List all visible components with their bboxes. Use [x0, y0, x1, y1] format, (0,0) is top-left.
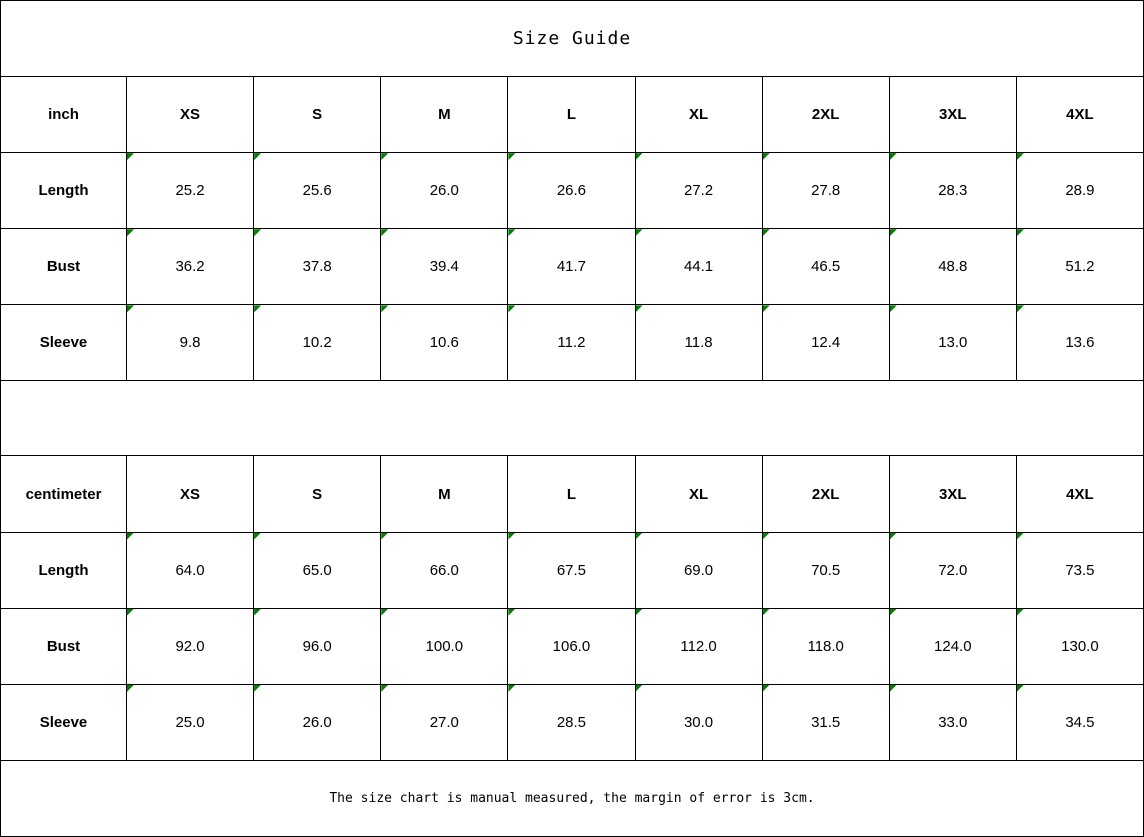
size-value-cell — [127, 532, 254, 608]
size-value-cell — [254, 229, 381, 305]
size-value-cell — [254, 532, 381, 608]
size-value-cell — [762, 684, 889, 760]
size-value-cell — [889, 532, 1016, 608]
size-value-cell — [381, 229, 508, 305]
size-value: 72.0 — [938, 561, 968, 579]
green-triangle-icon — [763, 533, 770, 540]
green-triangle-icon — [1017, 533, 1024, 540]
green-triangle-icon — [890, 305, 897, 312]
size-value: 66.0 — [429, 561, 459, 579]
size-value-cell — [1016, 229, 1143, 305]
size-value: 10.2 — [302, 334, 332, 352]
centimeter-header-row — [1, 456, 1144, 532]
size-value: 25.6 — [302, 182, 332, 200]
green-triangle-icon — [127, 533, 134, 540]
size-value-cell — [635, 532, 762, 608]
size-col-header: XS — [127, 456, 254, 532]
page-title: Size Guide — [1, 1, 1144, 77]
size-value: 28.9 — [1065, 182, 1095, 200]
size-value: 65.0 — [302, 561, 332, 579]
row-label: Bust — [1, 229, 127, 305]
green-triangle-icon — [1017, 685, 1024, 692]
green-triangle-icon — [1017, 153, 1024, 160]
green-triangle-icon — [636, 305, 643, 312]
size-value: 92.0 — [175, 637, 205, 655]
size-value: 39.4 — [429, 258, 459, 276]
green-triangle-icon — [890, 609, 897, 616]
green-triangle-icon — [890, 229, 897, 236]
inch-header-row — [1, 77, 1144, 153]
size-value: 34.5 — [1065, 713, 1095, 731]
cm-bust-row — [1, 608, 1144, 684]
row-label: Length — [1, 153, 127, 229]
green-triangle-icon — [254, 153, 261, 160]
size-value: 27.8 — [811, 182, 841, 200]
size-value-cell — [889, 684, 1016, 760]
size-value-cell — [381, 305, 508, 381]
size-value-cell — [508, 684, 635, 760]
size-value: 124.0 — [934, 637, 972, 655]
size-value-cell — [508, 229, 635, 305]
green-triangle-icon — [1017, 609, 1024, 616]
size-value: 9.8 — [179, 334, 201, 352]
size-value: 100.0 — [425, 637, 464, 655]
cm-length-row — [1, 532, 1144, 608]
size-value: 28.5 — [556, 713, 587, 731]
size-value: 118.0 — [807, 637, 844, 655]
size-value-cell — [508, 532, 635, 608]
size-value-cell — [889, 608, 1016, 684]
size-col-header: 3XL — [889, 456, 1016, 532]
green-triangle-icon — [254, 685, 261, 692]
green-triangle-icon — [1017, 305, 1024, 312]
size-value-cell — [635, 153, 762, 229]
size-value-cell — [1016, 305, 1143, 381]
size-value-cell — [762, 608, 889, 684]
green-triangle-icon — [508, 609, 515, 616]
green-triangle-icon — [636, 229, 643, 236]
green-triangle-icon — [381, 153, 388, 160]
size-value: 64.0 — [175, 561, 205, 579]
green-triangle-icon — [508, 229, 515, 236]
green-triangle-icon — [381, 533, 388, 540]
size-value: 11.2 — [557, 334, 586, 352]
size-value-cell — [889, 153, 1016, 229]
size-value-cell — [508, 608, 635, 684]
green-triangle-icon — [636, 685, 643, 692]
size-value: 130.0 — [1061, 637, 1099, 655]
size-value-cell — [1016, 608, 1143, 684]
size-value-cell — [762, 305, 889, 381]
row-label: Length — [1, 532, 127, 608]
size-col-header: 3XL — [889, 77, 1016, 153]
inch-length-row — [1, 153, 1144, 229]
size-value-cell — [254, 305, 381, 381]
size-value: 11.8 — [684, 334, 713, 352]
size-value: 25.2 — [175, 182, 205, 200]
size-value: 51.2 — [1065, 258, 1095, 276]
size-value-cell — [381, 684, 508, 760]
size-col-header: 4XL — [1016, 77, 1143, 153]
size-value-cell — [762, 153, 889, 229]
row-label: Sleeve — [1, 684, 127, 760]
green-triangle-icon — [381, 305, 388, 312]
size-col-header: S — [254, 456, 381, 532]
size-value-cell — [127, 608, 254, 684]
size-value-cell — [635, 608, 762, 684]
cm-sleeve-row — [1, 684, 1144, 760]
size-value: 28.3 — [938, 182, 968, 200]
footer-note: The size chart is manual measured, the margin of error is 3cm. — [1, 760, 1144, 836]
size-value-cell — [127, 305, 254, 381]
size-value-cell — [254, 608, 381, 684]
green-triangle-icon — [127, 305, 134, 312]
size-value-cell — [889, 229, 1016, 305]
size-value: 73.5 — [1065, 561, 1095, 579]
size-value-cell — [127, 229, 254, 305]
size-value: 33.0 — [938, 713, 968, 731]
green-triangle-icon — [636, 153, 643, 160]
size-value: 70.5 — [811, 561, 841, 579]
green-triangle-icon — [127, 685, 134, 692]
size-col-header: 2XL — [762, 456, 889, 532]
green-triangle-icon — [890, 685, 897, 692]
green-triangle-icon — [254, 533, 261, 540]
size-value-cell — [381, 153, 508, 229]
green-triangle-icon — [508, 685, 515, 692]
green-triangle-icon — [1017, 229, 1024, 236]
size-value: 41.7 — [556, 258, 587, 276]
size-value: 25.0 — [175, 713, 205, 731]
size-value-cell — [762, 532, 889, 608]
size-value-cell — [762, 229, 889, 305]
green-triangle-icon — [254, 229, 261, 236]
inch-bust-row — [1, 229, 1144, 305]
size-value: 106.0 — [552, 637, 591, 655]
green-triangle-icon — [763, 229, 770, 236]
size-col-header: M — [381, 77, 508, 153]
size-value-cell — [635, 305, 762, 381]
size-value-cell — [635, 684, 762, 760]
size-value-cell — [1016, 153, 1143, 229]
size-col-header: XL — [635, 456, 762, 532]
size-value: 112.0 — [680, 637, 717, 655]
size-col-header: S — [254, 77, 381, 153]
size-value-cell — [127, 684, 254, 760]
size-value: 13.6 — [1065, 334, 1095, 352]
unit-header-centimeter: centimeter — [1, 456, 127, 532]
footer-row — [1, 760, 1144, 836]
size-value-cell — [1016, 684, 1143, 760]
green-triangle-icon — [508, 533, 515, 540]
size-col-header: M — [381, 456, 508, 532]
size-value-cell — [254, 153, 381, 229]
green-triangle-icon — [890, 153, 897, 160]
size-value: 10.6 — [429, 334, 459, 352]
title-row — [1, 1, 1144, 77]
size-value: 31.5 — [811, 713, 841, 731]
size-value: 27.0 — [429, 713, 459, 731]
size-value: 69.0 — [683, 561, 714, 579]
size-value-cell — [1016, 532, 1143, 608]
size-value-cell — [889, 305, 1016, 381]
green-triangle-icon — [508, 305, 515, 312]
inch-sleeve-row — [1, 305, 1144, 381]
green-triangle-icon — [508, 153, 515, 160]
spacer-cell — [1, 381, 1144, 456]
size-value: 27.2 — [683, 182, 714, 200]
green-triangle-icon — [254, 609, 261, 616]
size-value-cell — [254, 684, 381, 760]
green-triangle-icon — [890, 533, 897, 540]
size-col-header: 2XL — [762, 77, 889, 153]
size-col-header: 4XL — [1016, 456, 1143, 532]
size-col-header: XL — [635, 77, 762, 153]
size-col-header: L — [508, 456, 635, 532]
size-value-cell — [381, 608, 508, 684]
size-value: 44.1 — [683, 258, 714, 276]
green-triangle-icon — [763, 609, 770, 616]
size-value: 96.0 — [302, 637, 332, 655]
green-triangle-icon — [381, 229, 388, 236]
size-value: 36.2 — [175, 258, 205, 276]
size-value: 26.0 — [302, 713, 332, 731]
size-value: 48.8 — [938, 258, 968, 276]
green-triangle-icon — [763, 305, 770, 312]
size-value: 26.0 — [429, 182, 459, 200]
green-triangle-icon — [636, 609, 643, 616]
size-col-header: XS — [127, 77, 254, 153]
green-triangle-icon — [127, 153, 134, 160]
size-value-cell — [635, 229, 762, 305]
green-triangle-icon — [763, 153, 770, 160]
size-value-cell — [127, 153, 254, 229]
size-value-cell — [508, 305, 635, 381]
green-triangle-icon — [381, 609, 388, 616]
size-value: 67.5 — [556, 561, 587, 579]
size-col-header: L — [508, 77, 635, 153]
size-value: 37.8 — [302, 258, 332, 276]
row-label: Sleeve — [1, 305, 127, 381]
size-value: 13.0 — [938, 334, 968, 352]
unit-header-inch: inch — [1, 77, 127, 153]
size-value: 12.4 — [811, 334, 841, 352]
size-value-cell — [381, 532, 508, 608]
size-value: 26.6 — [556, 182, 587, 200]
size-value: 46.5 — [811, 258, 841, 276]
green-triangle-icon — [381, 685, 388, 692]
size-value: 30.0 — [683, 713, 714, 731]
size-value-cell — [508, 153, 635, 229]
row-label: Bust — [1, 608, 127, 684]
green-triangle-icon — [636, 533, 643, 540]
green-triangle-icon — [127, 609, 134, 616]
spacer-row — [1, 381, 1144, 456]
green-triangle-icon — [254, 305, 261, 312]
green-triangle-icon — [127, 229, 134, 236]
green-triangle-icon — [763, 685, 770, 692]
